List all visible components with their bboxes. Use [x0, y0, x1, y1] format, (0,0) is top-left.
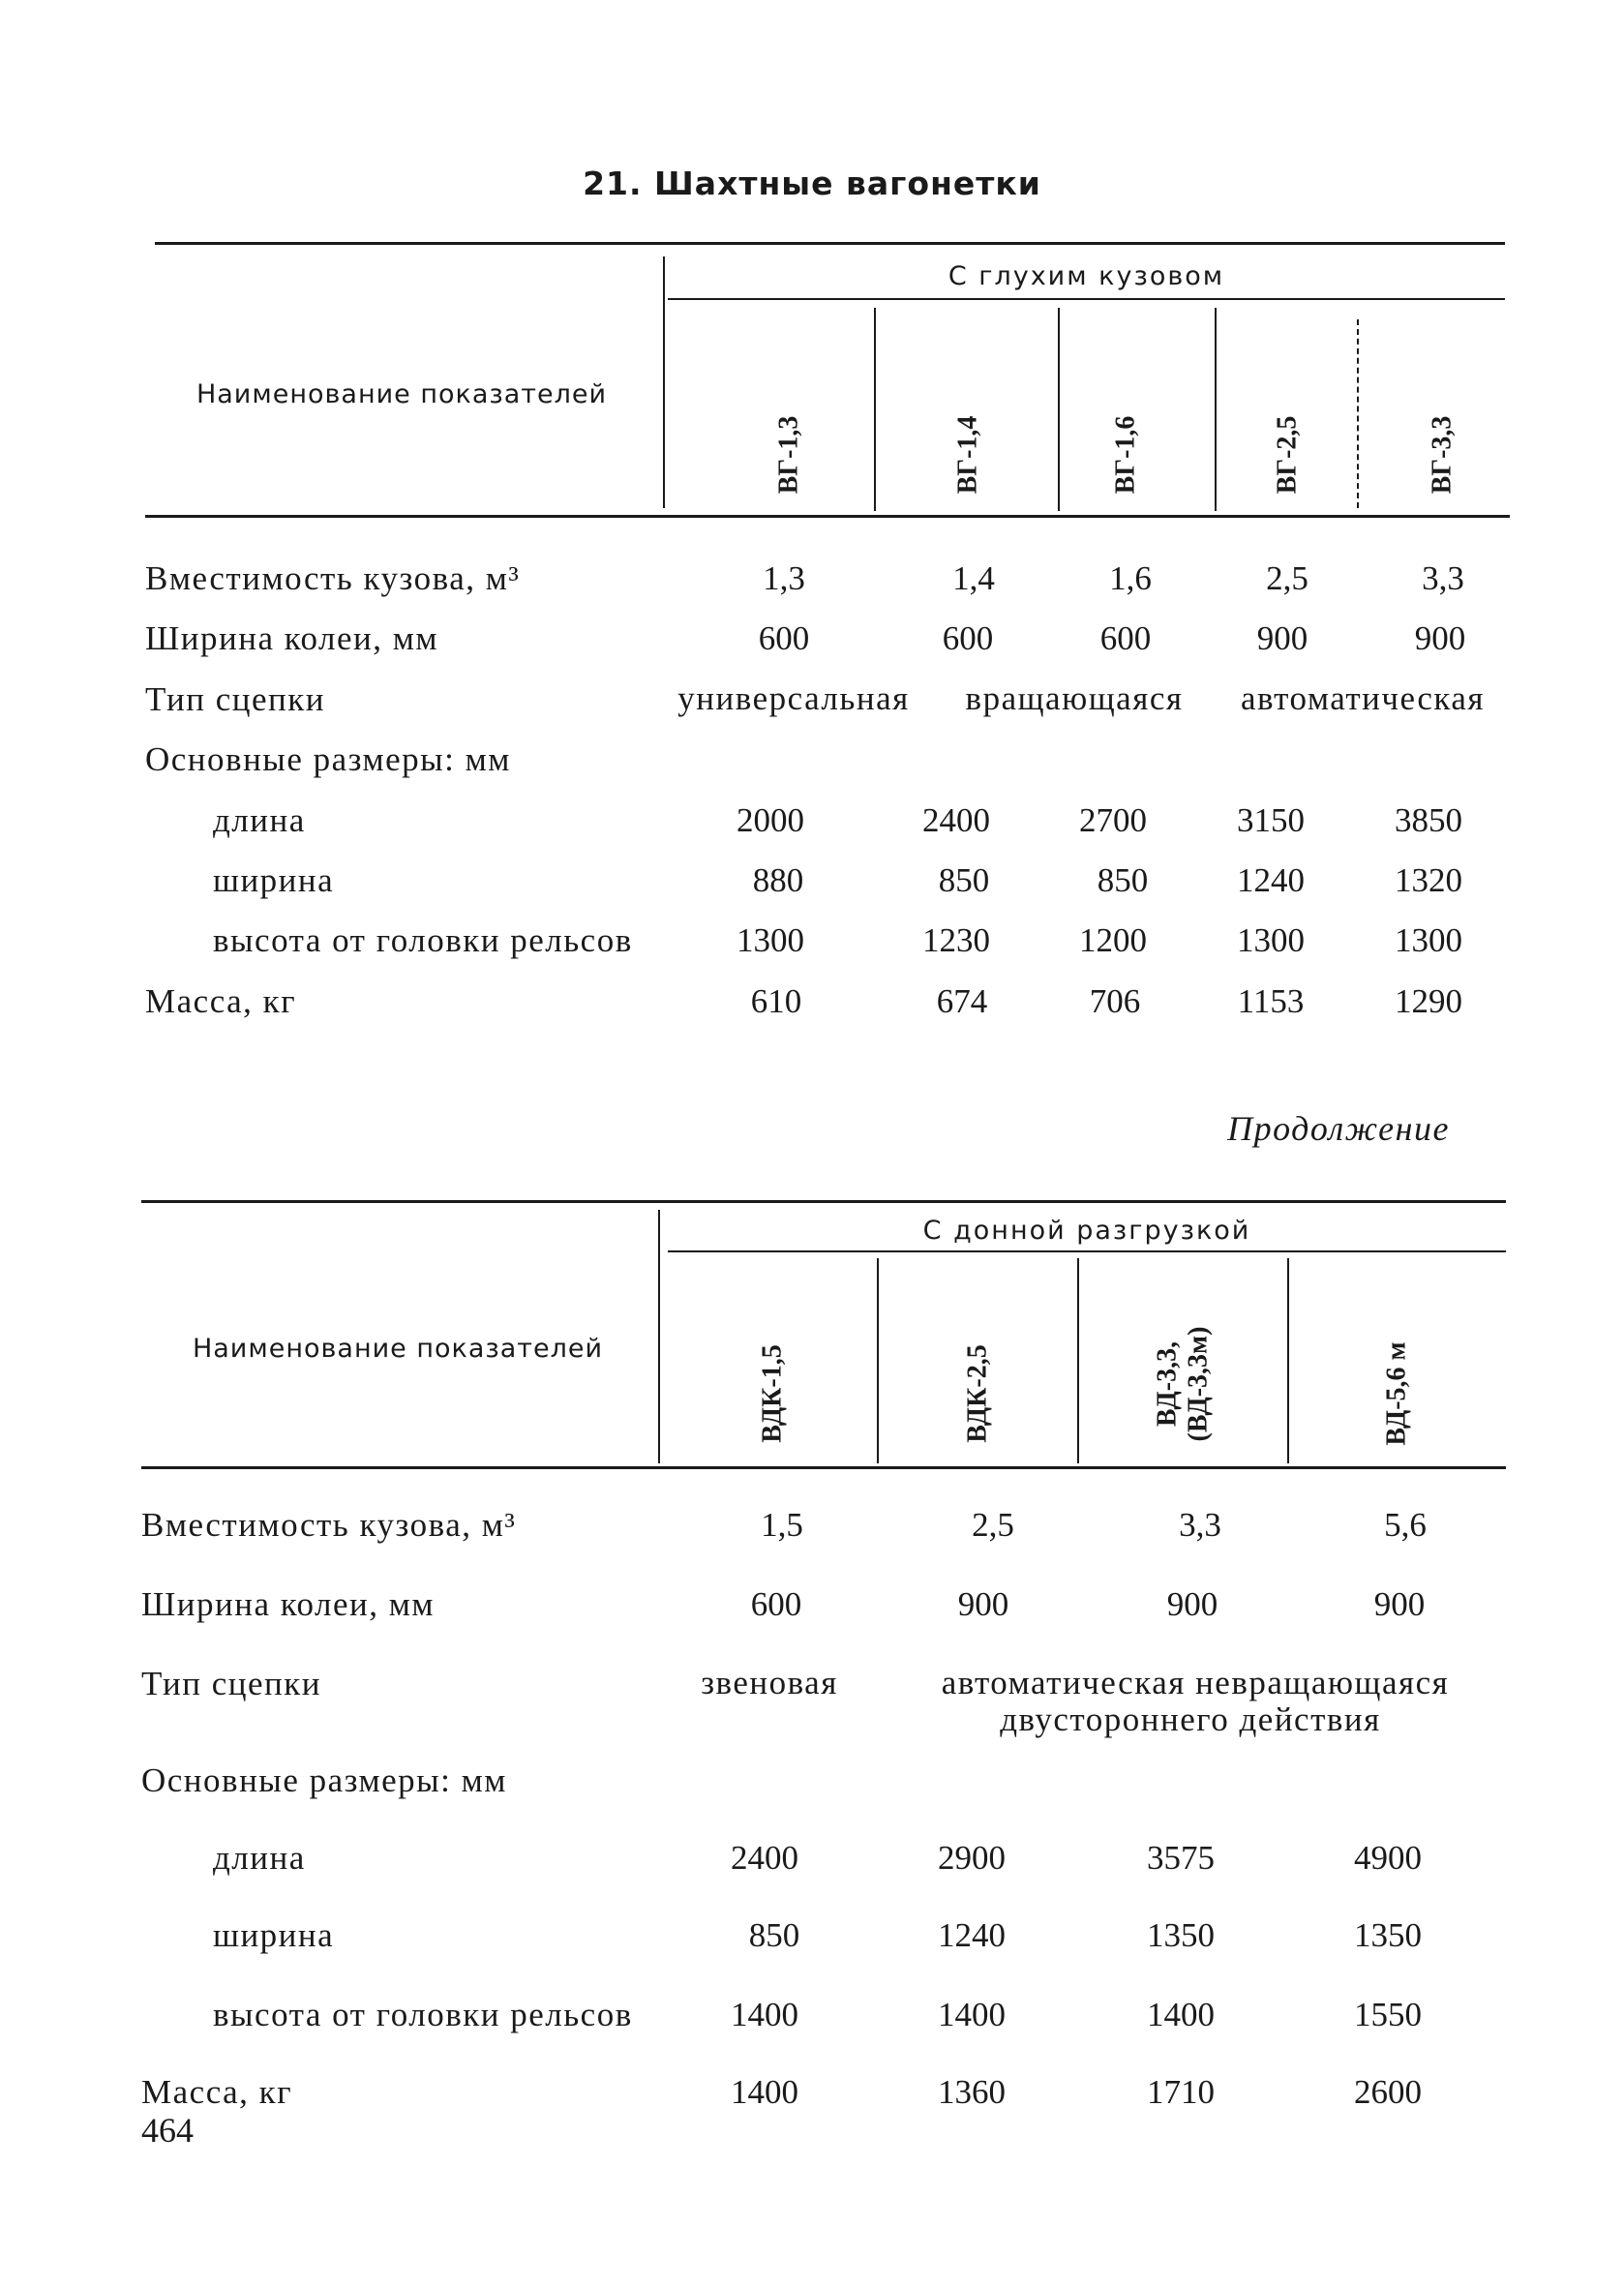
table-2-cell: 3575 — [1147, 1839, 1215, 1877]
table-1-cell: универсальная — [677, 679, 910, 717]
table-1-col-header: ВГ-1,6 — [1110, 415, 1141, 495]
table-2-row-label: Ширина колеи, мм — [141, 1585, 436, 1623]
table-1-cell: 600 — [1099, 619, 1152, 657]
table-2-group-title: С донной разгрузкой — [922, 1216, 1251, 1246]
table-1-cell: 1240 — [1237, 861, 1305, 899]
table-1-cell: 1300 — [737, 921, 804, 959]
table-2-col-divider — [1287, 1258, 1289, 1463]
table-1-cell: 2,5 — [1266, 559, 1308, 597]
table-2-cell: 1710 — [1147, 2073, 1215, 2111]
table-2-cell: 2400 — [731, 1839, 798, 1877]
table-2-cell: 5,6 — [1384, 1506, 1427, 1544]
table-1-header-divider — [663, 256, 665, 508]
table-1-cell: 900 — [1256, 619, 1308, 657]
table-2-cell: двустороннего действия — [1000, 1700, 1381, 1738]
table-1-cell: 3150 — [1237, 801, 1305, 839]
table-1-row-label: Тип сцепки — [145, 680, 325, 718]
table-2-row-label: длина — [213, 1839, 306, 1877]
table-1-cell: 600 — [758, 619, 810, 657]
table-1-cell: 1300 — [1395, 921, 1462, 959]
table-1-col-header: ВГ-1,4 — [952, 415, 983, 495]
table-2-col-divider — [877, 1258, 879, 1463]
table-2-header-divider — [658, 1210, 660, 1463]
table-2-row-label: ширина — [213, 1916, 335, 1954]
table-1-cell: 1320 — [1395, 861, 1462, 899]
table-2-col-divider — [1077, 1258, 1079, 1463]
table-2-cell: звеновая — [701, 1664, 838, 1701]
table-1-cell: автоматическая — [1240, 679, 1486, 717]
table-1-cell: 1230 — [922, 921, 990, 959]
page-title: 21. Шахтные вагонетки — [583, 165, 1041, 202]
table-2-cell: 1550 — [1354, 1996, 1422, 2033]
table-1-row-label: Ширина колеи, мм — [145, 619, 439, 657]
table-1-cell: 3,3 — [1422, 559, 1464, 597]
table-2-row-label: Тип сцепки — [141, 1665, 321, 1702]
table-1-cell: 2400 — [922, 801, 990, 839]
table-2-col-header: ВДК-2,5 — [962, 1344, 993, 1443]
table-2-top-rule — [141, 1200, 1506, 1203]
table-2-cell: автоматическая невращающаяся — [941, 1664, 1450, 1701]
table-2-col-header: ВД-3,3, — [1152, 1340, 1183, 1428]
table-2-cell: 2,5 — [972, 1506, 1014, 1544]
table-1-row-label: Вместимость кузова, м³ — [145, 559, 521, 597]
table-2-cell: 900 — [1373, 1585, 1426, 1623]
table-1-cell: 850 — [1097, 861, 1149, 899]
table-2-cell: 1400 — [938, 1996, 1006, 2033]
table-1-col-header: ВГ-1,3 — [773, 415, 804, 495]
table-1-cell: 880 — [752, 861, 804, 899]
table-1-cell: 850 — [938, 861, 990, 899]
table-1-col-divider-dashed — [1357, 319, 1359, 508]
page-number: 464 — [141, 2111, 194, 2150]
table-2-cell: 600 — [750, 1585, 802, 1623]
table-2-col-header: (ВД-3,3м) — [1183, 1326, 1214, 1442]
table-1-cell: 1,4 — [952, 559, 995, 597]
table-1-row-label: ширина — [213, 861, 335, 899]
table-2-cell: 3,3 — [1179, 1506, 1221, 1544]
table-2-col-header: ВДК-1,5 — [757, 1344, 788, 1443]
continuation-label: Продолжение — [1227, 1109, 1450, 1148]
table-2-row-label: Масса, кг — [141, 2073, 293, 2111]
table-1-col-divider — [1215, 308, 1217, 511]
table-1-cell: 610 — [750, 982, 802, 1020]
table-2-cell: 1350 — [1354, 1916, 1422, 1954]
table-2-row-label: Основные размеры: мм — [141, 1761, 507, 1799]
table-2-header-name: Наименование показателей — [192, 1334, 604, 1364]
table-1-top-rule — [155, 242, 1505, 245]
table-1-cell: 1,3 — [763, 559, 805, 597]
table-2-cell: 900 — [1166, 1585, 1218, 1623]
table-1-cell: 1300 — [1237, 921, 1305, 959]
table-1-cell: 3850 — [1395, 801, 1462, 839]
table-2-cell: 2600 — [1354, 2073, 1422, 2111]
table-1-cell: 900 — [1414, 619, 1466, 657]
table-1-col-divider — [1058, 308, 1060, 511]
table-2-cell: 4900 — [1354, 1839, 1422, 1877]
table-1-group-rule — [668, 298, 1505, 300]
table-2-row-label: высота от головки рельсов — [213, 1996, 633, 2033]
table-1-col-header: ВГ-2,5 — [1272, 415, 1303, 495]
table-1-group-title: С глухим кузовом — [947, 261, 1225, 291]
table-1-row-label: Масса, кг — [145, 982, 297, 1020]
table-1-row-label: высота от головки рельсов — [213, 921, 633, 959]
table-2-cell: 850 — [748, 1916, 800, 1954]
table-2-cell: 1400 — [1147, 1996, 1215, 2033]
table-2-cell: 1,5 — [761, 1506, 803, 1544]
table-2-header-bottom-rule — [141, 1466, 1506, 1469]
table-1-cell: 600 — [942, 619, 994, 657]
table-2-cell: 900 — [957, 1585, 1009, 1623]
table-2-cell: 1360 — [938, 2073, 1006, 2111]
table-1-cell: 2700 — [1079, 801, 1147, 839]
table-2-cell: 1400 — [731, 1996, 798, 2033]
table-1-header-name: Наименование показателей — [195, 379, 608, 409]
table-2-row-label: Вместимость кузова, м³ — [141, 1506, 517, 1544]
table-1-col-divider — [874, 308, 876, 511]
table-1-col-header: ВГ-3,3 — [1427, 415, 1458, 495]
table-2-cell: 1240 — [938, 1916, 1006, 1954]
table-1-header-bottom-rule — [145, 515, 1510, 518]
table-1-cell: 2000 — [737, 801, 804, 839]
table-1-cell: 674 — [936, 982, 988, 1020]
table-2-group-rule — [668, 1250, 1506, 1252]
table-1-row-label: Основные размеры: мм — [145, 740, 511, 778]
table-2-cell: 1400 — [731, 2073, 798, 2111]
table-1-cell: 1,6 — [1109, 559, 1152, 597]
table-1-cell: 706 — [1089, 982, 1141, 1020]
table-1-cell: 1153 — [1237, 982, 1305, 1020]
table-1-cell: 1290 — [1395, 982, 1462, 1020]
table-1-cell: 1200 — [1079, 921, 1147, 959]
table-1-row-label: длина — [213, 801, 306, 839]
table-2-cell: 1350 — [1147, 1916, 1215, 1954]
table-2-col-header: ВД-5,6 м — [1381, 1341, 1412, 1446]
table-1-cell: вращающаяся — [965, 679, 1184, 717]
table-2-cell: 2900 — [938, 1839, 1006, 1877]
